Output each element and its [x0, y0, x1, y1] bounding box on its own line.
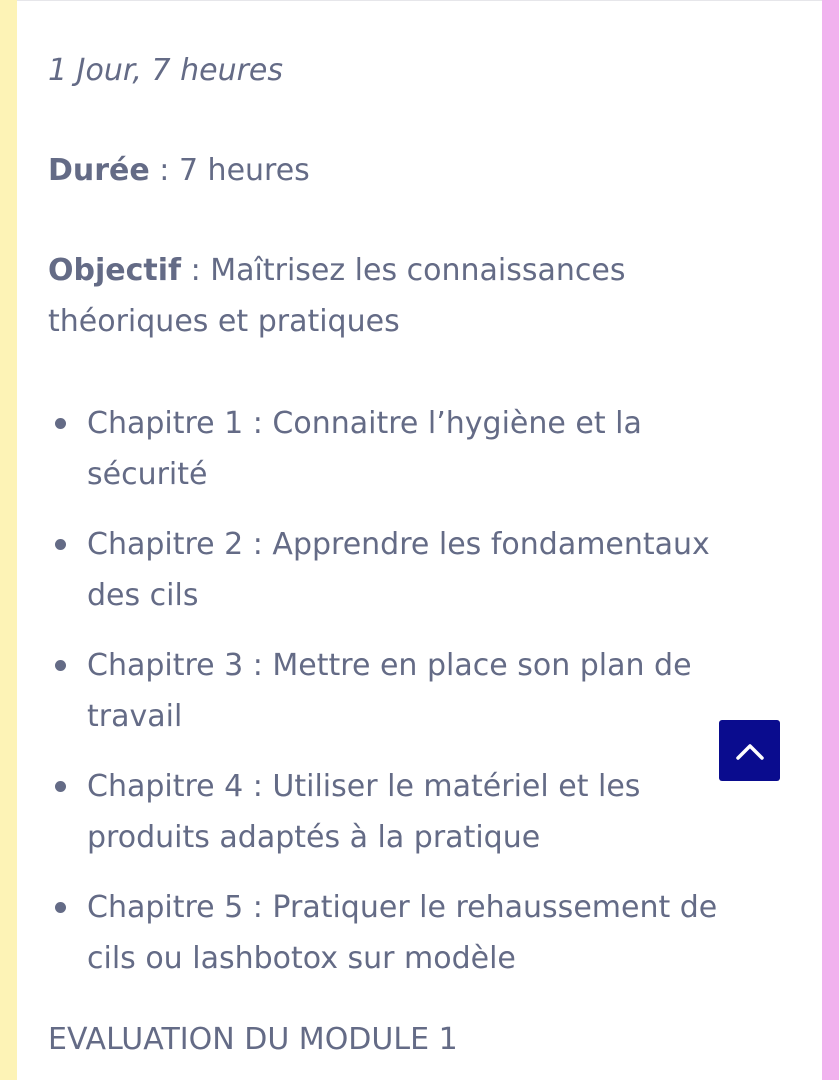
chapter-list-item [48, 640, 788, 742]
left-decorative-stripe [0, 0, 17, 1080]
duration-value: 7 heures [178, 153, 310, 188]
chapter-text: Chapitre 1 : Connaitre l’hygiène et la sécurité [87, 406, 642, 492]
content-card [17, 0, 822, 1080]
chapter-list-item [48, 882, 788, 984]
bullet-icon [55, 902, 66, 913]
objective-value: Maîtrisez les connaissances théoriques et pratiques [48, 253, 626, 339]
bullet-icon [55, 660, 66, 671]
duration-line [48, 151, 310, 191]
right-decorative-stripe [822, 0, 839, 1080]
chapter-list-item [48, 519, 788, 621]
chapter-list-item [48, 398, 788, 500]
objective-label: Objectif [48, 253, 182, 288]
objective-separator: : [181, 253, 211, 288]
chapter-text: Chapitre 2 : Apprendre les fondamentaux des cils [87, 527, 710, 613]
module-subtitle: 1 Jour, 7 heures [48, 53, 284, 88]
duration-separator: : [149, 153, 179, 188]
objective-line [48, 245, 698, 347]
back-to-top-button[interactable] [719, 720, 780, 781]
module-evaluation-heading: EVALUATION DU MODULE 1 [48, 1022, 458, 1057]
bullet-icon [55, 418, 66, 429]
duration-label: Durée [48, 153, 150, 188]
chapter-text: Chapitre 4 : Utiliser le matériel et les produits adaptés à la pratique [87, 769, 641, 855]
chapter-list-item [48, 761, 788, 863]
bullet-icon [55, 539, 66, 550]
chapter-text: Chapitre 3 : Mettre en place son plan de travail [87, 648, 692, 734]
chevron-up-icon [735, 741, 765, 761]
chapter-text: Chapitre 5 : Pratiquer le rehaussement de cils ou lashbotox sur modèle [87, 890, 718, 976]
bullet-icon [55, 781, 66, 792]
chapter-list [48, 398, 788, 1003]
